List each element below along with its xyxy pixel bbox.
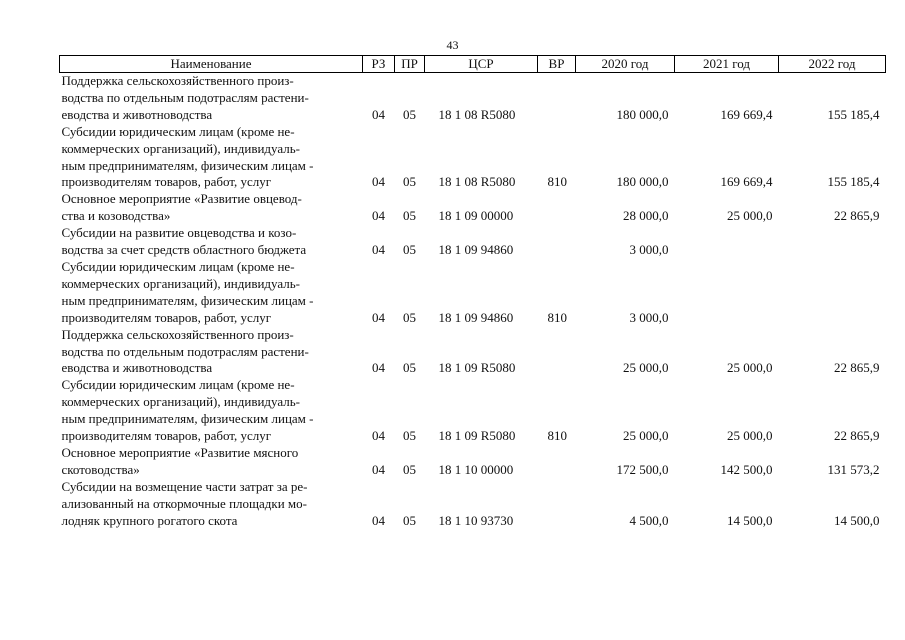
row-pr: 05 [403, 174, 416, 190]
row-vr [538, 191, 576, 225]
row-2022: 155 185,4 [827, 106, 880, 122]
header-2021: 2021 год [675, 56, 779, 73]
row-2022: 155 185,4 [827, 174, 880, 190]
row-2021: 25 000,0 [727, 428, 773, 444]
row-2022: 22 865,9 [834, 360, 880, 376]
row-2022 [779, 259, 886, 327]
row-rz: 04 [372, 428, 385, 444]
row-pr: 05 [403, 428, 416, 444]
row-2020: 25 000,0 [623, 360, 669, 376]
row-2021: 14 500,0 [727, 512, 773, 528]
row-pr: 05 [403, 242, 416, 258]
row-csr: 18 1 08 R5080 [438, 174, 516, 190]
row-2021: 25 000,0 [727, 360, 773, 376]
row-rz: 04 [372, 360, 385, 376]
budget-table [59, 55, 886, 529]
header-csr: ЦСР [425, 56, 538, 73]
row-csr: 18 1 09 94860 [438, 242, 514, 258]
row-2021 [675, 259, 779, 327]
row-pr: 05 [403, 106, 416, 122]
row-name: Поддержка сельскохозяйственного произ- водства по отдельным подотраслям растени- еводства и животноводства [61, 73, 309, 122]
row-pr: 05 [403, 512, 416, 528]
page-number: 43 [446, 38, 459, 52]
row-vr [538, 445, 576, 479]
row-name: Субсидии юридическим лицам (кроме не- коммерческих организаций), индивидуаль- ным предпринимателям, физическим лицам - производителям товаров, работ, услуг [61, 258, 314, 325]
row-2021 [675, 225, 779, 259]
row-rz: 04 [372, 461, 385, 477]
table-row [60, 327, 886, 378]
header-pr: ПР [395, 56, 425, 73]
header-2022: 2022 год [779, 56, 886, 73]
table-row [60, 259, 886, 327]
row-vr: 810 [547, 309, 567, 325]
row-2022: 14 500,0 [834, 512, 880, 528]
row-2022: 131 573,2 [827, 461, 880, 477]
row-csr: 18 1 09 R5080 [438, 428, 516, 444]
row-pr: 05 [403, 461, 416, 477]
row-name: Субсидии на возмещение части затрат за ре- ализованный на откормочные площадки мо- лодняк крупного рогатого скота [61, 478, 308, 528]
row-pr: 05 [403, 208, 416, 224]
row-rz: 04 [372, 106, 385, 122]
row-2020: 28 000,0 [623, 208, 669, 224]
row-2020: 25 000,0 [623, 428, 669, 444]
table-row [60, 73, 886, 124]
row-2022 [779, 225, 886, 259]
row-csr: 18 1 09 R5080 [438, 360, 516, 376]
header-name: Наименование [60, 56, 363, 73]
row-csr: 18 1 09 94860 [438, 309, 514, 325]
table-row [60, 191, 886, 225]
row-name: Субсидии на развитие овцеводства и козо- водства за счет средств областного бюджета [61, 225, 307, 258]
table-row [60, 225, 886, 259]
row-rz: 04 [372, 512, 385, 528]
row-2022: 22 865,9 [834, 208, 880, 224]
row-rz: 04 [372, 242, 385, 258]
header-2020: 2020 год [576, 56, 675, 73]
row-vr: 810 [547, 174, 567, 190]
table-header-row [60, 56, 886, 73]
header-vr: ВР [538, 56, 576, 73]
row-vr [538, 225, 576, 259]
table-row [60, 377, 886, 445]
row-rz: 04 [372, 208, 385, 224]
row-2020: 4 500,0 [629, 512, 669, 528]
row-csr: 18 1 08 R5080 [438, 106, 516, 122]
row-2021: 142 500,0 [720, 461, 773, 477]
row-rz: 04 [372, 174, 385, 190]
row-2020: 180 000,0 [616, 174, 669, 190]
row-vr: 810 [547, 428, 567, 444]
table-row [60, 124, 886, 192]
row-name: Основное мероприятие «Развитие мясного скотоводства» [61, 444, 299, 477]
row-vr [538, 327, 576, 378]
row-2020: 180 000,0 [616, 106, 669, 122]
row-2021: 25 000,0 [727, 208, 773, 224]
row-rz: 04 [372, 309, 385, 325]
row-csr: 18 1 09 00000 [438, 208, 514, 224]
header-rz: РЗ [363, 56, 395, 73]
row-vr [538, 73, 576, 124]
row-2020: 3 000,0 [629, 309, 669, 325]
row-name: Субсидии юридическим лицам (кроме не- коммерческих организаций), индивидуаль- ным предпринимателям, физическим лицам - производителям товаров, работ, услуг [61, 123, 314, 190]
row-2020: 172 500,0 [616, 461, 669, 477]
row-2021: 169 669,4 [720, 106, 773, 122]
row-vr [538, 479, 576, 530]
row-2020: 3 000,0 [629, 242, 669, 258]
row-name: Основное мероприятие «Развитие овцевод- ства и козоводства» [61, 191, 302, 224]
row-2021: 169 669,4 [720, 174, 773, 190]
row-pr: 05 [403, 309, 416, 325]
row-name: Субсидии юридическим лицам (кроме не- коммерческих организаций), индивидуаль- ным предпринимателям, физическим лицам - производителям товаров, работ, услуг [61, 377, 314, 444]
table-row [60, 479, 886, 530]
table-row [60, 445, 886, 479]
row-name: Поддержка сельскохозяйственного произ- водства по отдельным подотраслям растени- еводства и животноводства [61, 326, 309, 376]
row-csr: 18 1 10 93730 [438, 512, 514, 528]
row-pr: 05 [403, 360, 416, 376]
row-csr: 18 1 10 00000 [438, 461, 514, 477]
row-2022: 22 865,9 [834, 428, 880, 444]
